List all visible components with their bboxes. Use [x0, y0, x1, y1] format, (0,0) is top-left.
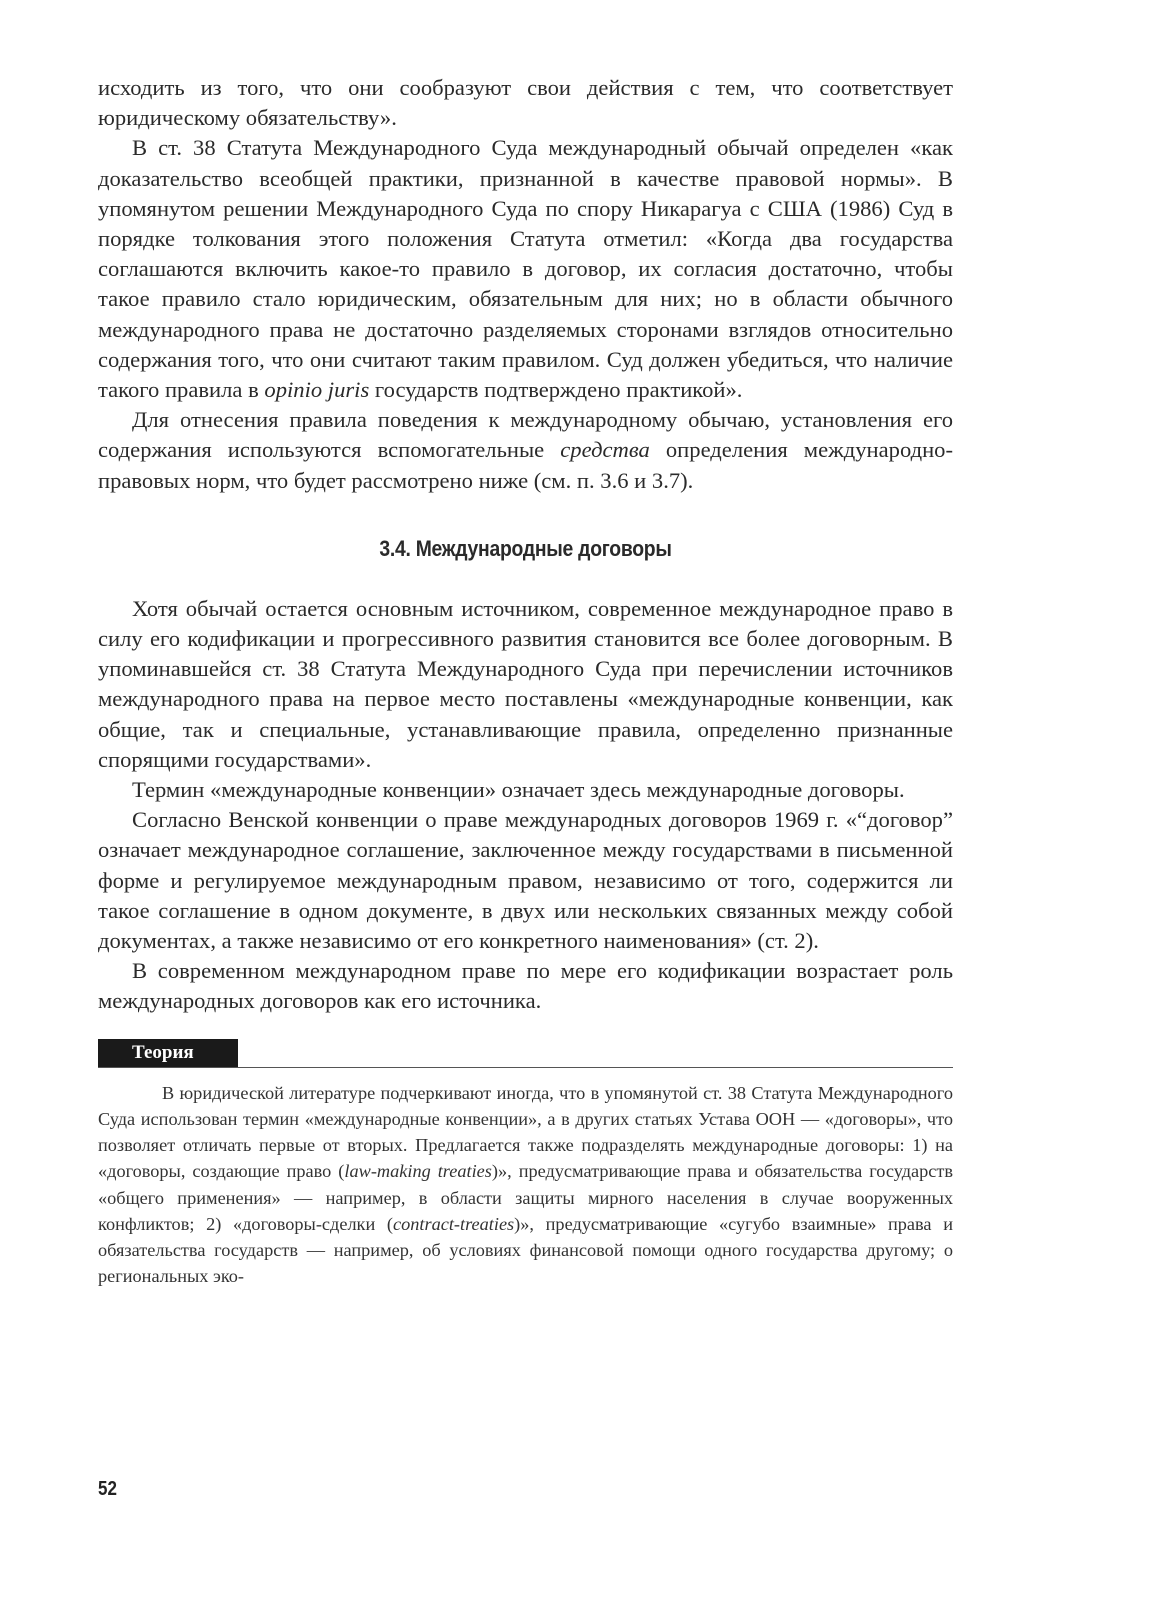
text-segment: В современном международном праве по мере его кодификации возрастает роль международных договоров как его источника.: [98, 958, 953, 1014]
paragraph: [98, 805, 953, 956]
paragraph: [98, 594, 953, 775]
text-segment: определения международно-правовых норм, что будет рассмотрено ниже (см. п. 3.6 и 3.7).: [98, 437, 953, 493]
theory-label: Теория: [98, 1039, 238, 1067]
page-number: 52: [98, 1478, 117, 1500]
italic-term: средства: [560, 437, 650, 463]
paragraph: [98, 775, 953, 805]
text-block-main: [98, 594, 953, 1017]
theory-header: [98, 1039, 953, 1068]
text-segment: Хотя обычай остается основным источником, современное международное право в силу его кодификации и прогрессивного развития становится все более договорным. В упоминавшейся ст. 38 Статута Международного Суда при перечислении источников международного права на первое место поставлены «международные конвенции, как общие, так и специальные, устанавливающие правила, определенно признанные спорящими государствами».: [98, 595, 953, 772]
text-segment: Термин «международные конвенции» означает здесь международные договоры.: [132, 777, 905, 803]
text-segment: В юридической литературе подчеркивают иногда, что в упомянутой ст. 38 Статута Международного Суда использован термин «международные конвенции», а в других статьях Устава ООН — «договоры», что позволяет отличать первые от вторых. Предлагается также подразделять международные договоры: 1) на «договоры, создающие право (: [98, 1082, 953, 1182]
text-segment: Для отнесения правила поведения к международному обычаю, установления его содержания используются вспомогательные: [98, 407, 953, 463]
theory-paragraph: [98, 1080, 953, 1290]
paragraph: [98, 405, 953, 496]
text-segment: исходить из того, что они сообразуют свои действия с тем, что соответствует юридическому обязательству».: [98, 75, 953, 131]
text-segment: государств подтверждено практикой».: [369, 377, 743, 403]
text-block-top: [98, 73, 953, 496]
italic-term: contract-treaties: [393, 1213, 515, 1234]
italic-term: opinio juris: [264, 377, 370, 403]
text-segment: Согласно Венской конвенции о праве международных договоров 1969 г. «“договор” означает международное соглашение, заключенное между государствами в письменной форме и регулируемое международным правом, независимо от того, содержится ли такое соглашение в одном документе, в двух или нескольких связанных между собой документах, а также независимо от его конкретного наименования» (ст. 2).: [98, 807, 953, 954]
text-segment: В ст. 38 Статута Международного Суда международный обычай определен «как доказательство всеобщей практики, признанной в качестве правовой нормы». В упомянутом решении Международного Суда по спору Никарагуа с США (1986) Суд в порядке толкования этого положения Статута отметил: «Когда два государства соглашаются включить какое-то правило в договор, их согласия достаточно, чтобы такое правило стало юридическим, обязательным для них; но в области обычного международного права не достаточно разделяемых сторонами взглядов относительно содержания того, что они считают таким правилом. Суд должен убедиться, что наличие такого правила в: [98, 135, 953, 403]
page-content: [98, 73, 953, 1289]
italic-term: law-making treaties: [344, 1161, 492, 1182]
section-heading: 3.4. Международные договоры: [379, 535, 672, 561]
paragraph: [98, 73, 953, 133]
text-segment: )», предусматривающие «сугубо взаимные» права и обязательства государств — например, об условиях финансовой помощи одного государства другому; о региональных эко-: [98, 1213, 954, 1287]
text-segment: )», предусматривающие права и обязательства государств «общего применения» — например, в области защиты мирного населения в случае вооруженных конфликтов; 2) «договоры-сделки (: [98, 1161, 953, 1234]
paragraph: [98, 133, 953, 405]
paragraph: [98, 956, 953, 1016]
